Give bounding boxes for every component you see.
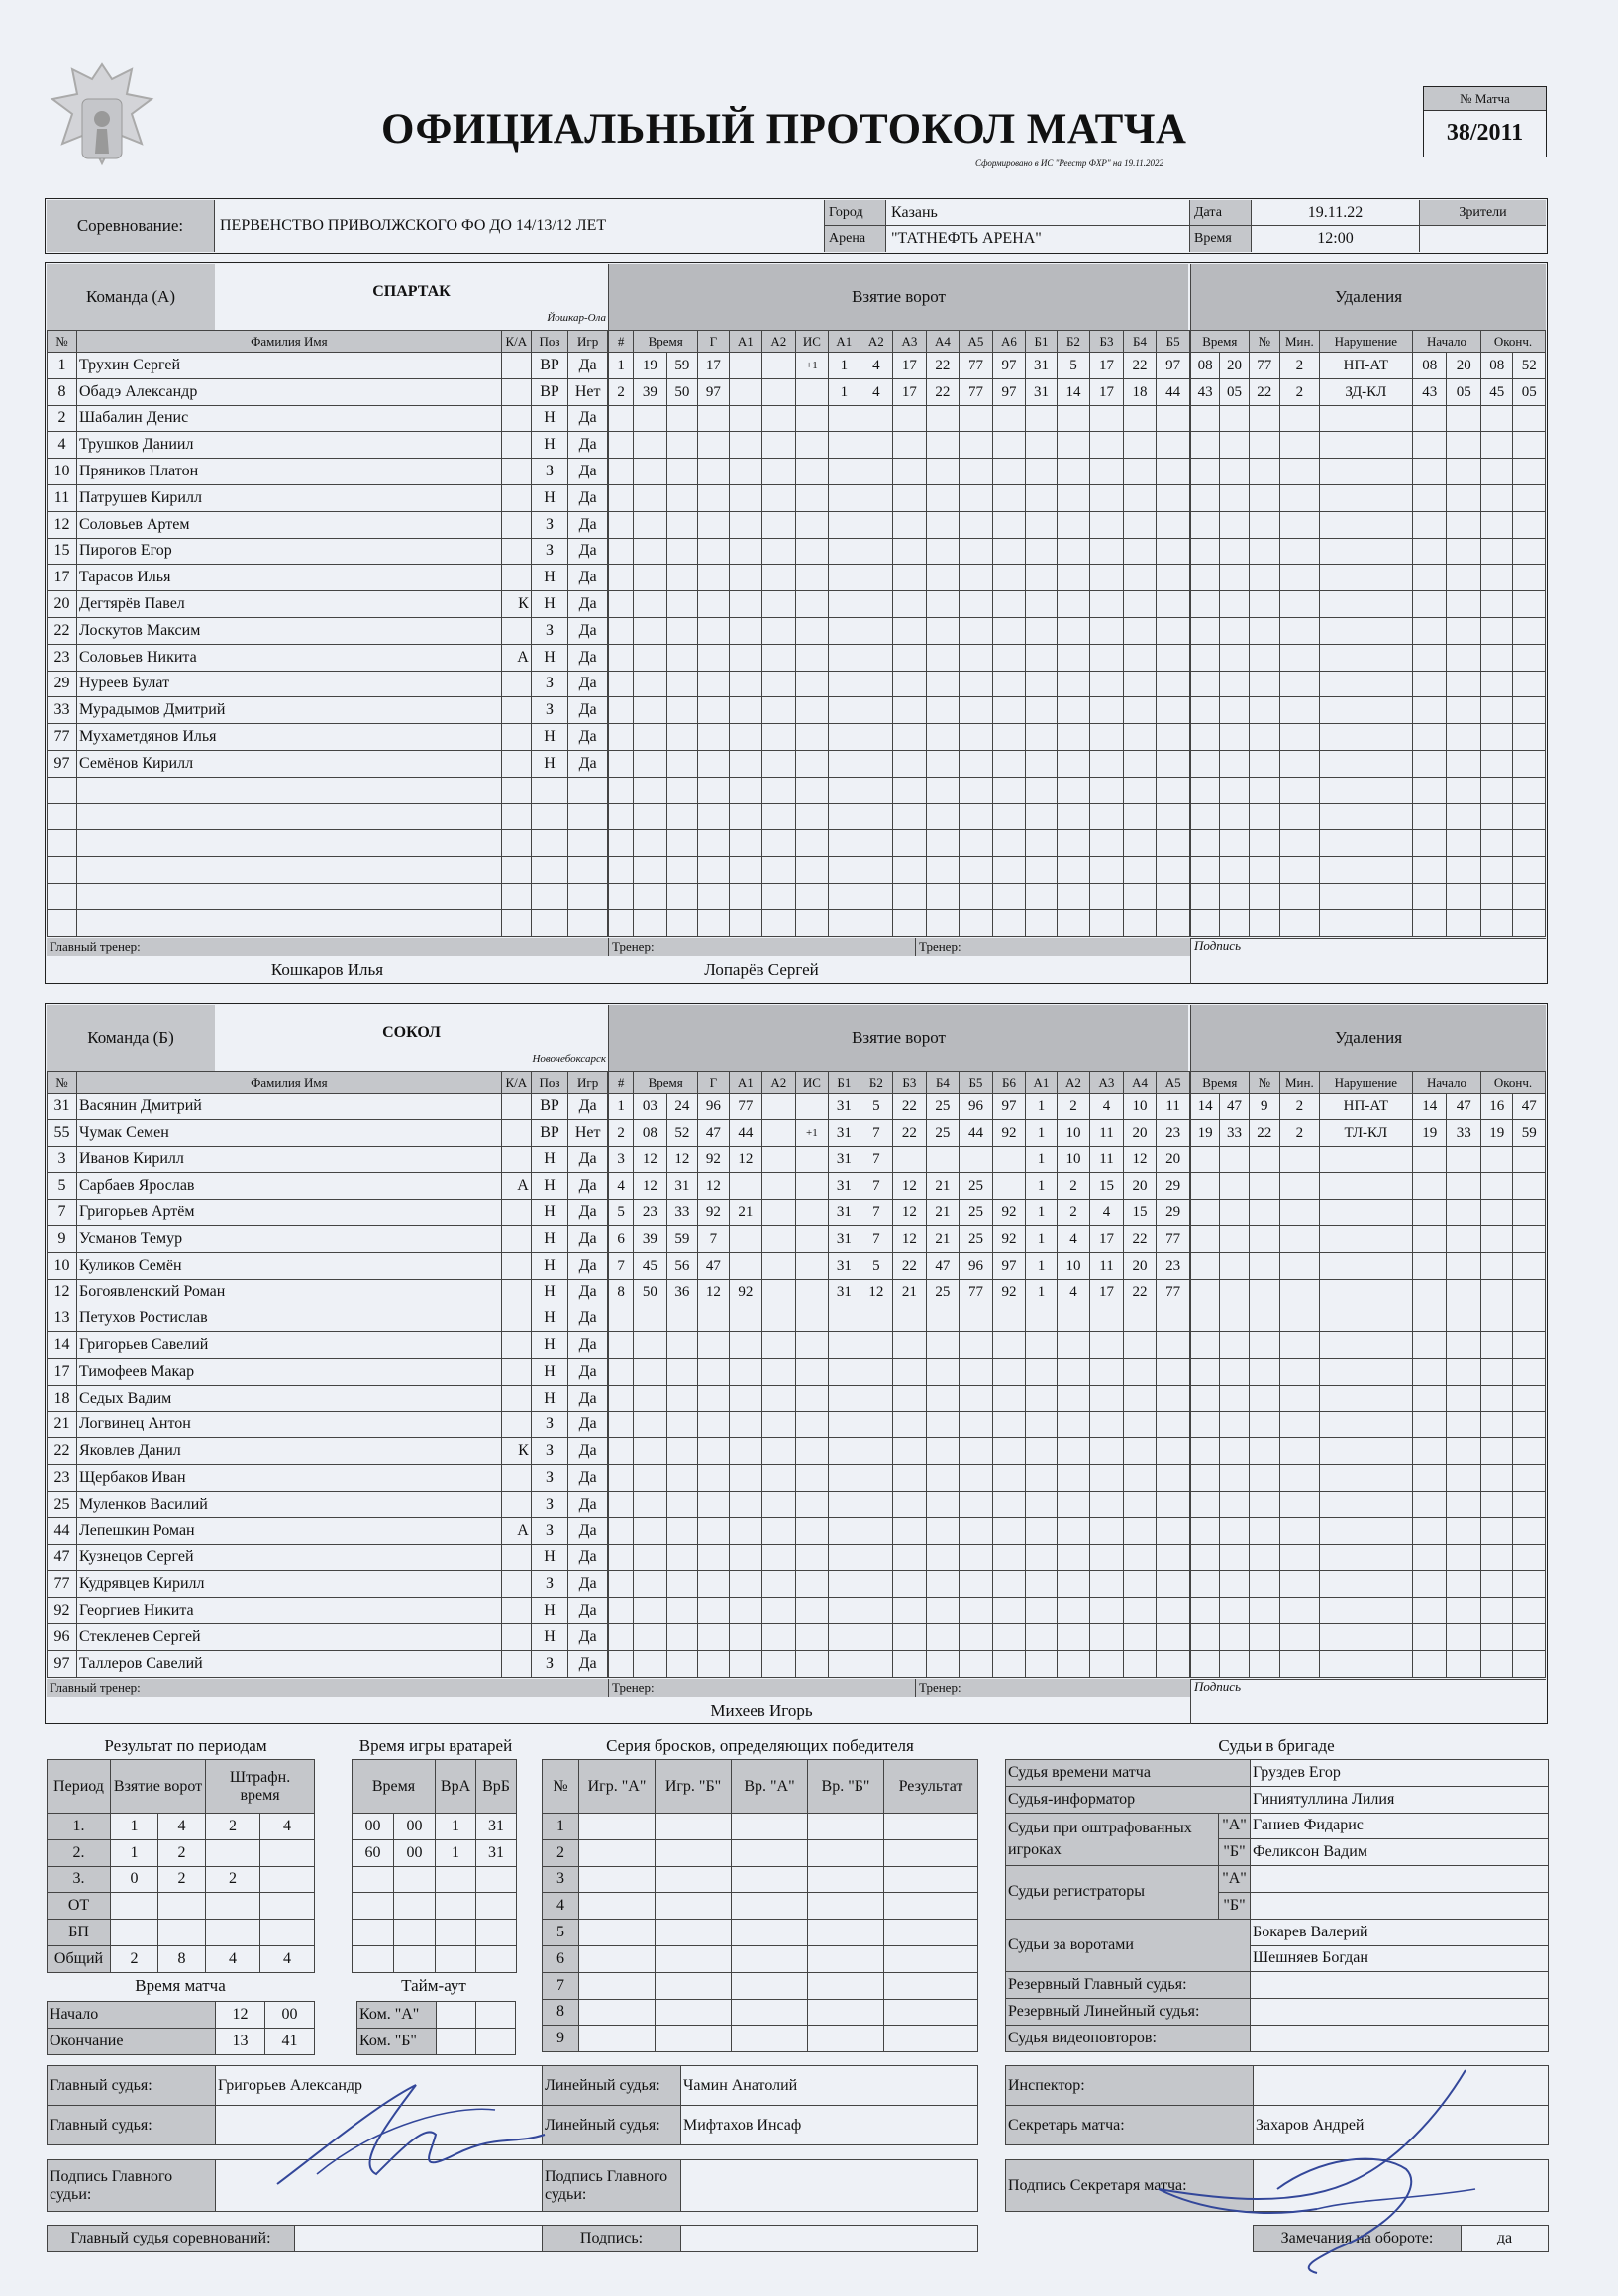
goal-row xyxy=(609,1332,1190,1359)
goal-row xyxy=(609,1358,1190,1385)
goal-row xyxy=(609,432,1190,459)
hockey-russia-logo-icon xyxy=(48,54,156,183)
roster-row xyxy=(48,830,608,857)
arena-value: "ТАТНЕФТЬ АРЕНА" xyxy=(891,230,1042,247)
date-label: Дата xyxy=(1190,200,1252,225)
penalty-row xyxy=(1191,803,1546,830)
team-city: Новочебоксарск xyxy=(532,1053,606,1065)
penalty-row xyxy=(1191,1146,1546,1173)
goal-row: 1 03 24 96 77 31 5 22 25 96 97 1 2 4 10 11 xyxy=(609,1094,1190,1120)
penalty-row xyxy=(1191,1173,1546,1200)
trainer-label: Тренер: xyxy=(608,1679,915,1697)
inspector-table: Инспектор: Секретарь матча: Захаров Андрей xyxy=(1005,2065,1549,2145)
roster-row: 22 Лоскутов Максим З Да xyxy=(48,617,608,644)
penalty-row xyxy=(1191,1411,1546,1438)
goal-row xyxy=(609,617,1190,644)
goal-row: 2 39 50 97 1 4 17 22 77 97 31 14 17 18 44 xyxy=(609,378,1190,405)
secretary-sign-table: Подпись Секретаря матча: xyxy=(1005,2159,1549,2212)
goal-row: 4 12 31 12 31 7 12 21 25 1 2 15 20 29 xyxy=(609,1173,1190,1200)
penalty-row xyxy=(1191,1438,1546,1465)
roster-row: 77 Кудрявцев Кирилл З Да xyxy=(48,1571,608,1598)
brigade-title: Судьи в бригаде xyxy=(1218,1736,1335,1755)
goalie-row xyxy=(353,1945,517,1972)
spectators-label: Зрители xyxy=(1420,200,1546,225)
shootout-row: 6 xyxy=(543,1945,978,1972)
penalty-row xyxy=(1191,883,1546,909)
penalty-row xyxy=(1191,1623,1546,1650)
roster-row xyxy=(48,883,608,909)
signature-label: Подпись xyxy=(1190,1679,1546,1724)
team-name: СПАРТАК xyxy=(372,283,451,300)
roster-row: 97 Таллеров Савелий З Да xyxy=(48,1650,608,1677)
shootout-row: 4 xyxy=(543,1893,978,1920)
city-value: Казань xyxy=(891,204,938,221)
roster-row: 10 Куликов Семён Н Да xyxy=(48,1252,608,1279)
periods-table: Период Взятие ворот Штрафн. время 1. 1 4 2 4 2. 1 2 3. 0 2 2 ОТ БП Общий 2 8 4 4 xyxy=(47,1759,315,1973)
timeout-table: Ком. "А" Ком. "Б" xyxy=(356,2001,516,2055)
roster-row xyxy=(48,857,608,884)
competition-name: ПЕРВЕНСТВО ПРИВОЛЖСКОГО ФО ДО 14/13/12 ЛЕТ xyxy=(220,217,607,234)
penalty-row xyxy=(1191,565,1546,591)
goalie-row xyxy=(353,1893,517,1920)
goal-row xyxy=(609,1491,1190,1517)
shootout-row: 7 xyxy=(543,1972,978,1999)
roster-row: 3 Иванов Кирилл Н Да xyxy=(48,1146,608,1173)
roster-row: 4 Трушков Даниил Н Да xyxy=(48,432,608,459)
goal-row xyxy=(609,1305,1190,1332)
goal-row xyxy=(609,1411,1190,1438)
penalty-row xyxy=(1191,405,1546,432)
roster-row: 55 Чумак Семен ВР Нет xyxy=(48,1119,608,1146)
timeout-title: Тайм-аут xyxy=(401,1976,466,1995)
roster-row: 8 Обадэ Александр ВР Нет xyxy=(48,378,608,405)
penalty-row xyxy=(1191,484,1546,511)
penalty-row xyxy=(1191,777,1546,803)
roster-row: 11 Патрушев Кирилл Н Да xyxy=(48,484,608,511)
head-coach-label: Главный тренер: xyxy=(47,1679,608,1697)
penalty-row xyxy=(1191,909,1546,936)
roster-row: 29 Нуреев Булат З Да xyxy=(48,671,608,697)
period-row: ОТ xyxy=(48,1893,315,1920)
penalty-row xyxy=(1191,1517,1546,1544)
goal-row xyxy=(609,1571,1190,1598)
roster-row: 14 Григорьев Савелий Н Да xyxy=(48,1332,608,1359)
roster-row: 21 Логвинец Антон З Да xyxy=(48,1411,608,1438)
roster-row: 23 Щербаков Иван З Да xyxy=(48,1465,608,1492)
goal-row xyxy=(609,644,1190,671)
period-row: 1. 1 4 2 4 xyxy=(48,1814,315,1840)
roster-row: 5 Сарбаев Ярослав А Н Да xyxy=(48,1173,608,1200)
roster-row xyxy=(48,803,608,830)
goal-row xyxy=(609,909,1190,936)
penalty-row xyxy=(1191,459,1546,485)
goal-row xyxy=(609,565,1190,591)
penalty-row xyxy=(1191,1200,1546,1226)
roster-row: 77 Мухаметдянов Илья Н Да xyxy=(48,724,608,751)
penalty-row xyxy=(1191,1385,1546,1411)
goalie-row: 60 00 1 31 xyxy=(353,1839,517,1866)
signature-label: Подпись xyxy=(1190,938,1546,984)
penalty-row xyxy=(1191,591,1546,618)
comp-main-table: Главный судья соревнований: Подпись: xyxy=(47,2225,978,2252)
goals-title: Взятие ворот xyxy=(608,264,1188,330)
penalty-row xyxy=(1191,1491,1546,1517)
goal-row xyxy=(609,857,1190,884)
match-number-box xyxy=(1423,86,1547,157)
team-city: Йошкар-Ола xyxy=(547,312,606,324)
penalty-row xyxy=(1191,750,1546,777)
penalty-row xyxy=(1191,1598,1546,1624)
periods-title: Результат по периодам xyxy=(104,1736,267,1755)
roster-row: 33 Мурадымов Дмитрий З Да xyxy=(48,697,608,724)
roster-row: 12 Богоявленский Роман Н Да xyxy=(48,1279,608,1305)
roster-row: 17 Тимофеев Макар Н Да xyxy=(48,1358,608,1385)
goal-row xyxy=(609,777,1190,803)
penalty-row xyxy=(1191,1252,1546,1279)
goal-row xyxy=(609,671,1190,697)
goal-row xyxy=(609,484,1190,511)
goal-row xyxy=(609,830,1190,857)
penalty-row xyxy=(1191,1650,1546,1677)
team-name: СОКОЛ xyxy=(382,1024,441,1041)
penalties-table: Время № Мин. Нарушение Начало Оконч. 14 47 9 2 НП-АТ 14 47 16 47 19 33 22 2 ТЛ-КЛ 19 33 19 59 xyxy=(1190,1071,1546,1678)
penalty-row xyxy=(1191,1305,1546,1332)
shootout-row: 5 xyxy=(543,1920,978,1946)
roster-row: 17 Тарасов Илья Н Да xyxy=(48,565,608,591)
officials-table: Главный судья: Григорьев Александр Линейный судья: Чамин Анатолий Главный судья: Линейный судья: Мифтахов Инсаф xyxy=(47,2065,978,2145)
goal-row xyxy=(609,883,1190,909)
penalty-row xyxy=(1191,1225,1546,1252)
penalty-row: 19 33 22 2 ТЛ-КЛ 19 33 19 59 xyxy=(1191,1119,1546,1146)
roster-row: 22 Яковлев Данил К З Да xyxy=(48,1438,608,1465)
roster-row: 10 Пряников Платон З Да xyxy=(48,459,608,485)
penalties-title: Удаления xyxy=(1190,264,1546,330)
roster-row: 44 Лепешкин Роман А З Да xyxy=(48,1517,608,1544)
roster-row: 97 Семёнов Кирилл Н Да xyxy=(48,750,608,777)
roster-row: 31 Васянин Дмитрий ВР Да xyxy=(48,1094,608,1120)
roster-row xyxy=(48,777,608,803)
penalty-row: 08 20 77 2 НП-АТ 08 20 08 52 xyxy=(1191,353,1546,379)
goals-table: # Время Г А1 А2 ИС Б1 Б2 Б3 Б4 Б5 Б6 А1 А2 А3 А4 А5 1 03 24 96 77 31 5 22 25 96 97 1 2 4 10 11 2 08 52 47 44 +1 31 7 22 25 44 92 1 10 11 20 23 3 12 12 92 12 31 7 1 10 11 12 20 4 12 31 12 31 7 12 21 25 1 2 15 20 29 5 23 33 92 21 31 7 12 21 25 92 1 2 4 15 29 6 39 59 7 31 7 12 21 25 92 1 4 17 22 77 7 45 56 47 31 5 22 47 96 97 1 10 11 20 23 8 50 36 12 92 31 12 21 25 77 92 1 4 17 22 77 xyxy=(608,1071,1190,1678)
goal-row xyxy=(609,511,1190,538)
roster-row: 92 Георгиев Никита Н Да xyxy=(48,1598,608,1624)
roster-row: 18 Седых Вадим Н Да xyxy=(48,1385,608,1411)
roster-table: № Фамилия Имя К/А Поз Игр 31 Васянин Дмитрий ВР Да 55 Чумак Семен ВР Нет 3 Иванов Кирилл Н Да 5 Сарбаев Ярослав А Н Да 7 Григорьев Артём Н Да 9 Усманов Темур Н Да 10 Куликов Семён Н Да 12 Богоявленский Роман Н Да 13 Петухов Ростислав Н Да 14 Григорьев Савелий Н Да 17 Тимофеев Макар Н Да 18 Седых Вадим Н Да 21 Логвинец Антон З Да 22 Яковлев Данил К З Да 23 Щербаков Иван З Да 25 Муленков Василий З Да 44 Лепешкин Роман А З Да 47 Кузнецов Сергей Н Да 77 Кудрявцев Кирилл З Да 92 Георгиев Никита Н Да 96 Стекленев Сергей Н Да 97 Таллеров Савелий З Да xyxy=(47,1071,608,1678)
goal-row: 7 45 56 47 31 5 22 47 96 97 1 10 11 20 23 xyxy=(609,1252,1190,1279)
goal-row xyxy=(609,1650,1190,1677)
goal-row xyxy=(609,1465,1190,1492)
period-row: БП xyxy=(48,1920,315,1946)
goals-table: # Время Г А1 А2 ИС А1 А2 А3 А4 А5 А6 Б1 Б2 Б3 Б4 Б5 1 19 59 17 +1 1 4 17 22 77 97 31 5 17 22 97 2 39 50 97 1 4 17 22 77 97 31 14 17 18 44 xyxy=(608,330,1190,937)
roster-row: 25 Муленков Василий З Да xyxy=(48,1491,608,1517)
shootout-title: Серия бросков, определяющих победителя xyxy=(606,1736,914,1755)
page-title: ОФИЦИАЛЬНЫЙ ПРОТОКОЛ МАТЧА xyxy=(381,106,1187,153)
goal-row xyxy=(609,1544,1190,1571)
penalty-row xyxy=(1191,671,1546,697)
penalty-row xyxy=(1191,1332,1546,1359)
roster-row: 2 Шабалин Денис Н Да xyxy=(48,405,608,432)
trainer-label: Тренер: xyxy=(608,938,915,956)
trainer: Михеев Игорь xyxy=(710,1700,813,1720)
roster-row: 12 Соловьев Артем З Да xyxy=(48,511,608,538)
goal-row xyxy=(609,1385,1190,1411)
arena-label: Арена xyxy=(825,226,886,252)
time-label: Время xyxy=(1190,226,1252,252)
goal-row: 3 12 12 92 12 31 7 1 10 11 12 20 xyxy=(609,1146,1190,1173)
generated-note: Сформировано в ИС "Реестр ФХР" на 19.11.2022 xyxy=(975,158,1163,168)
roster-row: 9 Усманов Темур Н Да xyxy=(48,1225,608,1252)
goal-row xyxy=(609,1517,1190,1544)
shootout-row: 9 xyxy=(543,2026,978,2052)
shootout-row: 3 xyxy=(543,1866,978,1893)
penalty-row xyxy=(1191,857,1546,884)
roster-row: 1 Трухин Сергей ВР Да xyxy=(48,353,608,379)
goal-row xyxy=(609,405,1190,432)
remarks-table: Замечания на обороте: да xyxy=(1253,2225,1549,2252)
roster-row: 13 Петухов Ростислав Н Да xyxy=(48,1305,608,1332)
goal-row xyxy=(609,1598,1190,1624)
penalties-table: Время № Мин. Нарушение Начало Оконч. 08 20 77 2 НП-АТ 08 20 08 52 43 05 22 2 ЗД-КЛ 43 05 45 05 xyxy=(1190,330,1546,937)
penalty-row xyxy=(1191,617,1546,644)
penalties-title: Удаления xyxy=(1190,1005,1546,1071)
goal-row: 6 39 59 7 31 7 12 21 25 92 1 4 17 22 77 xyxy=(609,1225,1190,1252)
city-label: Город xyxy=(825,200,886,225)
time-value: 12:00 xyxy=(1252,226,1420,252)
goalie-row: 00 00 1 31 xyxy=(353,1814,517,1840)
penalty-row xyxy=(1191,1465,1546,1492)
goal-row xyxy=(609,750,1190,777)
penalty-row xyxy=(1191,1279,1546,1305)
spectators-value xyxy=(1420,226,1546,252)
head-coach-label: Главный тренер: xyxy=(47,938,608,956)
goals-title: Взятие ворот xyxy=(608,1005,1188,1071)
referee-sign-table: Подпись Главного судьи: Подпись Главного судьи: xyxy=(47,2159,978,2212)
match-time-title: Время матча xyxy=(135,1976,226,1995)
team-label: Команда (А) xyxy=(47,264,215,330)
period-row: 2. 1 2 xyxy=(48,1839,315,1866)
penalty-row xyxy=(1191,1571,1546,1598)
team-label: Команда (Б) xyxy=(47,1005,215,1071)
goal-row xyxy=(609,1438,1190,1465)
goal-row xyxy=(609,1623,1190,1650)
goal-row: 5 23 33 92 21 31 7 12 21 25 92 1 2 4 15 29 xyxy=(609,1200,1190,1226)
penalty-row: 43 05 22 2 ЗД-КЛ 43 05 45 05 xyxy=(1191,378,1546,405)
shootout-row: 1 xyxy=(543,1814,978,1840)
trainer-label: Тренер: xyxy=(915,938,1190,956)
match-number-label: № Матча xyxy=(1424,87,1546,111)
goal-row xyxy=(609,538,1190,565)
penalty-row xyxy=(1191,1358,1546,1385)
head-coach: Кошкаров Илья xyxy=(270,959,384,979)
roster-row xyxy=(48,909,608,936)
goal-row xyxy=(609,591,1190,618)
match-number: 38/2011 xyxy=(1446,120,1524,146)
secretary-signature-icon xyxy=(1139,2060,1555,2278)
goalie-row xyxy=(353,1920,517,1946)
roster-row: 23 Соловьев Никита А Н Да xyxy=(48,644,608,671)
penalty-row xyxy=(1191,697,1546,724)
trainer-label: Тренер: xyxy=(915,1679,1190,1697)
roster-row: 15 Пирогов Егор З Да xyxy=(48,538,608,565)
match-time-table: Начало 12 00 Окончание 13 41 xyxy=(47,2001,315,2055)
penalty-row xyxy=(1191,644,1546,671)
roster-row: 96 Стекленев Сергей Н Да xyxy=(48,1623,608,1650)
penalty-row xyxy=(1191,1544,1546,1571)
period-row: Общий 2 8 4 4 xyxy=(48,1945,315,1972)
competition-label: Соревнование: xyxy=(47,200,215,252)
roster-row: 47 Кузнецов Сергей Н Да xyxy=(48,1544,608,1571)
roster-row: 20 Дегтярёв Павел К Н Да xyxy=(48,591,608,618)
shootout-row: 8 xyxy=(543,1999,978,2026)
penalty-row xyxy=(1191,830,1546,857)
goalie-time-table: Время ВрА ВрБ 00 00 1 31 60 00 1 31 xyxy=(352,1759,517,1973)
shootout-row: 2 xyxy=(543,1839,978,1866)
goal-row xyxy=(609,697,1190,724)
period-row: 3. 0 2 2 xyxy=(48,1866,315,1893)
penalty-row xyxy=(1191,511,1546,538)
penalty-row xyxy=(1191,432,1546,459)
goal-row: 8 50 36 12 92 31 12 21 25 77 92 1 4 17 22 77 xyxy=(609,1279,1190,1305)
goal-row xyxy=(609,459,1190,485)
roster-table: № Фамилия Имя К/А Поз Игр 1 Трухин Сергей ВР Да 8 Обадэ Александр ВР Нет 2 Шабалин Денис Н Да 4 Трушков Даниил Н Да 10 Пряников Платон З Да 11 Патрушев Кирилл Н Да 12 Соловьев Артем З Да 15 Пирогов Егор З Да 17 Тарасов Илья Н Да 20 Дегтярёв Павел К Н Да 22 Лоскутов Максим З Да 23 Соловьев Никита А Н Да 29 Нуреев Булат З Да 33 Мурадымов Дмитрий З Да 77 Мухаметдянов Илья Н Да 97 Семёнов Кирилл Н Да xyxy=(47,330,608,937)
goal-row: 1 19 59 17 +1 1 4 17 22 77 97 31 5 17 22 97 xyxy=(609,353,1190,379)
goal-row xyxy=(609,803,1190,830)
goal-row xyxy=(609,724,1190,751)
penalty-row: 14 47 9 2 НП-АТ 14 47 16 47 xyxy=(1191,1094,1546,1120)
penalty-row xyxy=(1191,538,1546,565)
penalty-row xyxy=(1191,724,1546,751)
brigade-table: Судья времени матча Груздев Егор Судья-информатор Гиниятуллина Лилия Судьи при оштрафованных игроках "А" Ганиев Фидарис "Б" Феликсон Вадим Судьи регистраторы "А" "Б" Судьи за воротами Бокарев Валерий Шешняев Богдан Резервный Главный судья: Резервный Линейный судья: Судья видеоповторов: xyxy=(1005,1759,1549,2052)
goal-row: 2 08 52 47 44 +1 31 7 22 25 44 92 1 10 11 20 23 xyxy=(609,1119,1190,1146)
goalie-row xyxy=(353,1866,517,1893)
trainer: Лопарёв Сергей xyxy=(704,959,819,979)
shootout-table: № Игр. "А" Игр. "Б" Вр. "А" Вр. "Б" Результат 1 2 3 4 5 6 7 8 9 xyxy=(542,1759,978,2052)
date-value: 19.11.22 xyxy=(1252,200,1420,225)
goalie-time-title: Время игры вратарей xyxy=(358,1736,513,1755)
roster-row: 7 Григорьев Артём Н Да xyxy=(48,1200,608,1226)
main-referee-signature-icon xyxy=(257,2065,555,2204)
